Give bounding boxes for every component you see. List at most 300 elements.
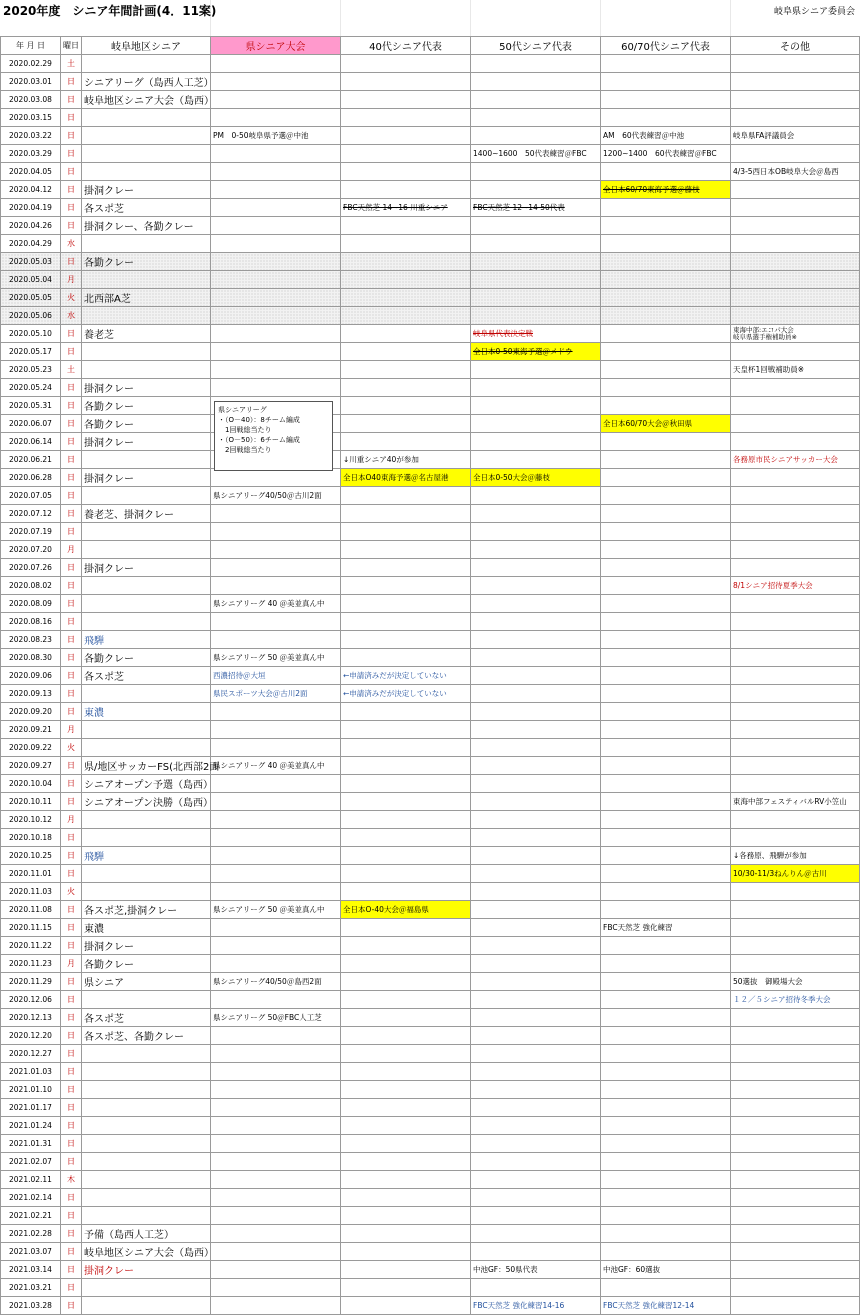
cell-other: 各務原市民シニアサッカー大会 (731, 451, 860, 469)
cell-d6070 (601, 1045, 731, 1063)
cell-d50 (471, 955, 601, 973)
cell-d6070 (601, 361, 731, 379)
table-row (1, 1261, 860, 1279)
cell-gifu: 掛洞クレー、各勤クレー (82, 217, 211, 235)
cell-dow: 日 (61, 559, 82, 577)
cell-date: 2020.04.05 (1, 163, 61, 181)
cell-date: 2021.02.07 (1, 1153, 61, 1171)
cell-other (731, 811, 860, 829)
cell-d50 (471, 667, 601, 685)
table-row (1, 793, 860, 811)
cell-d40 (341, 937, 471, 955)
cell-date: 2020.09.06 (1, 667, 61, 685)
cell-d50 (471, 865, 601, 883)
cell-d50 (471, 1171, 601, 1189)
table-row (1, 109, 860, 127)
cell-date: 2020.09.13 (1, 685, 61, 703)
cell-other (731, 829, 860, 847)
cell-d6070: 1200~1400 60代表練習＠FBC (601, 145, 731, 163)
cell-dow: 日 (61, 73, 82, 91)
cell-d40 (341, 217, 471, 235)
cell-other (731, 523, 860, 541)
schedule-rows (1, 55, 860, 1315)
cell-other (731, 1045, 860, 1063)
cell-d6070 (601, 1117, 731, 1135)
cell-d6070 (601, 775, 731, 793)
cell-other (731, 343, 860, 361)
cell-gifu (82, 613, 211, 631)
cell-other: 岐阜県FA評議員会 (731, 127, 860, 145)
cell-d50 (471, 793, 601, 811)
cell-dow: 日 (61, 865, 82, 883)
cell-date: 2020.05.31 (1, 397, 61, 415)
cell-d50 (471, 1117, 601, 1135)
cell-gifu (82, 1117, 211, 1135)
cell-d40 (341, 721, 471, 739)
cell-d6070: FBC天然芝 強化練習 (601, 919, 731, 937)
cell-d6070 (601, 451, 731, 469)
table-row (1, 811, 860, 829)
cell-d50 (471, 703, 601, 721)
cell-gifu: 掛洞クレー (82, 559, 211, 577)
cell-ken (211, 1225, 341, 1243)
cell-d50 (471, 523, 601, 541)
cell-other (731, 901, 860, 919)
cell-d50: 中池GF：50県代表 (471, 1261, 601, 1279)
cell-d40 (341, 919, 471, 937)
cell-d6070 (601, 865, 731, 883)
table-row (1, 73, 860, 91)
cell-gifu (82, 1045, 211, 1063)
table-row (1, 919, 860, 937)
column-header-row (1, 37, 860, 55)
table-row (1, 1225, 860, 1243)
cell-d6070 (601, 559, 731, 577)
cell-date: 2021.01.17 (1, 1099, 61, 1117)
cell-date: 2021.03.21 (1, 1279, 61, 1297)
cell-d50 (471, 127, 601, 145)
cell-d6070 (601, 55, 731, 73)
cell-other (731, 379, 860, 397)
cell-d6070 (601, 487, 731, 505)
cell-ken (211, 775, 341, 793)
col-header-ken: 県シニア大会 (211, 37, 341, 55)
table-row (1, 1045, 860, 1063)
cell-ken (211, 919, 341, 937)
cell-d50 (471, 487, 601, 505)
table-row (1, 1135, 860, 1153)
cell-gifu: 東濃 (82, 703, 211, 721)
cell-date: 2020.08.09 (1, 595, 61, 613)
cell-date: 2020.05.17 (1, 343, 61, 361)
cell-d40 (341, 361, 471, 379)
cell-d40 (341, 595, 471, 613)
cell-ken: 県シニアリーグ 40 ＠美並真ん中 (211, 595, 341, 613)
cell-d50 (471, 1243, 601, 1261)
cell-d40 (341, 811, 471, 829)
col-header-date: 年 月 日 (1, 37, 61, 55)
cell-d6070 (601, 703, 731, 721)
cell-dow: 日 (61, 991, 82, 1009)
cell-ken: 県シニアリーグ 40 ＠美並真ん中 (211, 757, 341, 775)
league-note-box: 県シニアリーグ ・（O－40）：8チーム編成 1回戦総当たり ・（O－50）：6チーム編成 2回戦総当たり (214, 401, 333, 471)
table-row (1, 523, 860, 541)
cell-d6070 (601, 1153, 731, 1171)
cell-ken (211, 1099, 341, 1117)
cell-dow: 日 (61, 847, 82, 865)
cell-d50 (471, 541, 601, 559)
cell-date: 2020.04.29 (1, 235, 61, 253)
cell-ken: 西濃招待＠大垣 (211, 667, 341, 685)
cell-dow: 日 (61, 127, 82, 145)
table-row (1, 595, 860, 613)
cell-d6070 (601, 811, 731, 829)
cell-other (731, 595, 860, 613)
cell-other (731, 1189, 860, 1207)
cell-date: 2020.05.24 (1, 379, 61, 397)
cell-ken (211, 811, 341, 829)
cell-d50 (471, 1189, 601, 1207)
cell-date: 2020.07.26 (1, 559, 61, 577)
table-row (1, 991, 860, 1009)
cell-d50 (471, 1027, 601, 1045)
cell-dow: 日 (61, 397, 82, 415)
cell-d6070 (601, 1279, 731, 1297)
cell-d40 (341, 757, 471, 775)
cell-gifu: 各スポ芝 (82, 199, 211, 217)
cell-dow: 日 (61, 793, 82, 811)
cell-d6070 (601, 721, 731, 739)
cell-other (731, 1207, 860, 1225)
cell-other (731, 775, 860, 793)
cell-ken (211, 505, 341, 523)
cell-dow: 日 (61, 145, 82, 163)
cell-date: 2020.03.01 (1, 73, 61, 91)
cell-d40 (341, 1225, 471, 1243)
cell-other (731, 73, 860, 91)
cell-d50 (471, 1081, 601, 1099)
cell-ken (211, 1063, 341, 1081)
cell-d40: ↓川重シニア40が参加 (341, 451, 471, 469)
cell-d50 (471, 973, 601, 991)
cell-dow: 日 (61, 1243, 82, 1261)
cell-d6070 (601, 505, 731, 523)
cell-dow: 日 (61, 487, 82, 505)
cell-date: 2020.11.08 (1, 901, 61, 919)
cell-dow: 日 (61, 613, 82, 631)
cell-d40 (341, 775, 471, 793)
col-header-other: その他 (731, 37, 860, 55)
cell-d50 (471, 919, 601, 937)
cell-d40 (341, 379, 471, 397)
cell-other (731, 1135, 860, 1153)
cell-date: 2020.09.22 (1, 739, 61, 757)
cell-d50 (471, 91, 601, 109)
cell-d40 (341, 829, 471, 847)
cell-ken (211, 1027, 341, 1045)
cell-ken (211, 145, 341, 163)
grid-line (340, 0, 341, 36)
cell-date: 2020.09.27 (1, 757, 61, 775)
cell-d6070 (601, 1081, 731, 1099)
cell-ken (211, 1153, 341, 1171)
table-row (1, 1117, 860, 1135)
cell-other (731, 55, 860, 73)
table-row (1, 703, 860, 721)
table-row (1, 649, 860, 667)
cell-d6070 (601, 595, 731, 613)
cell-d6070: 中池GF：60選抜 (601, 1261, 731, 1279)
table-row (1, 1009, 860, 1027)
cell-d6070 (601, 523, 731, 541)
cell-ken (211, 199, 341, 217)
cell-d6070 (601, 829, 731, 847)
cell-other (731, 739, 860, 757)
cell-ken (211, 1045, 341, 1063)
table-row (1, 343, 860, 361)
cell-d6070 (601, 613, 731, 631)
cell-ken (211, 829, 341, 847)
cell-gifu (82, 577, 211, 595)
page-title: 2020年度 シニア年間計画(4．11案) (3, 4, 217, 18)
cell-dow: 日 (61, 505, 82, 523)
cell-ken (211, 379, 341, 397)
cell-ken (211, 325, 341, 343)
cell-date: 2020.11.15 (1, 919, 61, 937)
cell-other (731, 253, 860, 271)
cell-d40 (341, 1135, 471, 1153)
cell-d40 (341, 577, 471, 595)
cell-ken (211, 1243, 341, 1261)
cell-date: 2020.12.20 (1, 1027, 61, 1045)
cell-d6070 (601, 1225, 731, 1243)
cell-date: 2020.11.23 (1, 955, 61, 973)
cell-d40 (341, 487, 471, 505)
cell-d40 (341, 235, 471, 253)
cell-d6070 (601, 973, 731, 991)
table-row (1, 361, 860, 379)
cell-other (731, 217, 860, 235)
cell-d40 (341, 163, 471, 181)
cell-d50 (471, 577, 601, 595)
cell-date: 2020.12.06 (1, 991, 61, 1009)
cell-dow: 日 (61, 1117, 82, 1135)
cell-date: 2021.03.14 (1, 1261, 61, 1279)
cell-d40 (341, 523, 471, 541)
cell-ken (211, 55, 341, 73)
cell-ken (211, 253, 341, 271)
cell-gifu: 飛騨 (82, 847, 211, 865)
cell-d40 (341, 991, 471, 1009)
cell-dow: 日 (61, 1135, 82, 1153)
cell-d50 (471, 181, 601, 199)
cell-gifu: 各スポ芝 (82, 667, 211, 685)
cell-d50 (471, 775, 601, 793)
cell-date: 2020.04.26 (1, 217, 61, 235)
cell-dow: 火 (61, 883, 82, 901)
cell-ken (211, 1279, 341, 1297)
cell-d40 (341, 109, 471, 127)
cell-d50 (471, 163, 601, 181)
cell-ken: 県シニアリーグ40/50＠島西2面 (211, 973, 341, 991)
cell-gifu: シニアオープン予選（島西） (82, 775, 211, 793)
cell-dow: 日 (61, 379, 82, 397)
cell-d40 (341, 793, 471, 811)
cell-other (731, 1027, 860, 1045)
cell-d50 (471, 235, 601, 253)
col-header-dow: 曜日 (61, 37, 82, 55)
cell-d40 (341, 1027, 471, 1045)
cell-gifu (82, 307, 211, 325)
cell-d40 (341, 559, 471, 577)
cell-gifu (82, 55, 211, 73)
cell-d50 (471, 1207, 601, 1225)
cell-other (731, 1261, 860, 1279)
cell-date: 2020.05.06 (1, 307, 61, 325)
cell-d40 (341, 1117, 471, 1135)
cell-d40 (341, 181, 471, 199)
cell-d50 (471, 595, 601, 613)
cell-d50 (471, 901, 601, 919)
cell-d6070 (601, 433, 731, 451)
cell-dow: 土 (61, 55, 82, 73)
cell-ken (211, 271, 341, 289)
cell-dow: 日 (61, 1207, 82, 1225)
schedule-table (0, 36, 860, 1315)
cell-other (731, 1279, 860, 1297)
cell-d40: ←申請済みだが決定していない (341, 667, 471, 685)
cell-gifu: 各勤クレー (82, 253, 211, 271)
cell-gifu (82, 451, 211, 469)
cell-gifu: 掛洞クレー (82, 469, 211, 487)
cell-gifu (82, 685, 211, 703)
cell-d6070 (601, 235, 731, 253)
cell-dow: 日 (61, 595, 82, 613)
cell-d40 (341, 847, 471, 865)
cell-ken (211, 1135, 341, 1153)
cell-d40 (341, 397, 471, 415)
cell-d6070 (601, 667, 731, 685)
cell-d6070 (601, 1189, 731, 1207)
cell-gifu (82, 523, 211, 541)
cell-date: 2020.12.13 (1, 1009, 61, 1027)
cell-d6070: 全日本60/70東海予選＠藤枝 (601, 181, 731, 199)
cell-dow: 日 (61, 631, 82, 649)
cell-d40 (341, 1279, 471, 1297)
cell-d40 (341, 1171, 471, 1189)
table-row (1, 1189, 860, 1207)
cell-d50 (471, 397, 601, 415)
cell-other (731, 703, 860, 721)
cell-other (731, 667, 860, 685)
cell-other (731, 91, 860, 109)
cell-d6070 (601, 883, 731, 901)
cell-dow: 日 (61, 1279, 82, 1297)
cell-dow: 月 (61, 541, 82, 559)
cell-d50 (471, 937, 601, 955)
table-row (1, 91, 860, 109)
cell-date: 2020.06.14 (1, 433, 61, 451)
cell-date: 2020.11.01 (1, 865, 61, 883)
cell-gifu: 県シニア (82, 973, 211, 991)
cell-ken (211, 361, 341, 379)
grid-line (730, 0, 731, 36)
cell-date: 2020.07.12 (1, 505, 61, 523)
cell-ken (211, 559, 341, 577)
cell-date: 2020.04.12 (1, 181, 61, 199)
cell-gifu (82, 1207, 211, 1225)
table-row (1, 883, 860, 901)
cell-d40 (341, 91, 471, 109)
cell-other (731, 649, 860, 667)
cell-other (731, 271, 860, 289)
cell-other (731, 541, 860, 559)
cell-dow: 日 (61, 433, 82, 451)
cell-other (731, 109, 860, 127)
cell-date: 2020.10.18 (1, 829, 61, 847)
cell-ken (211, 865, 341, 883)
cell-dow: 日 (61, 757, 82, 775)
cell-d50 (471, 829, 601, 847)
cell-date: 2020.10.11 (1, 793, 61, 811)
cell-other (731, 235, 860, 253)
cell-gifu: 掛洞クレー (82, 181, 211, 199)
cell-d50 (471, 1063, 601, 1081)
cell-date: 2021.01.24 (1, 1117, 61, 1135)
cell-date: 2020.08.30 (1, 649, 61, 667)
cell-ken (211, 847, 341, 865)
cell-d6070 (601, 1099, 731, 1117)
cell-other (731, 1171, 860, 1189)
cell-date: 2020.08.16 (1, 613, 61, 631)
cell-dow: 木 (61, 1171, 82, 1189)
cell-date: 2020.06.07 (1, 415, 61, 433)
cell-date: 2020.07.19 (1, 523, 61, 541)
cell-dow: 日 (61, 1045, 82, 1063)
col-header-50: 50代シニア代表 (471, 37, 601, 55)
cell-gifu (82, 109, 211, 127)
cell-gifu: 予備（島西人工芝） (82, 1225, 211, 1243)
cell-gifu: 掛洞クレー (82, 937, 211, 955)
cell-d50 (471, 217, 601, 235)
table-row (1, 829, 860, 847)
cell-other (731, 685, 860, 703)
cell-ken (211, 235, 341, 253)
cell-dow: 日 (61, 217, 82, 235)
cell-d50 (471, 1225, 601, 1243)
cell-other (731, 1225, 860, 1243)
cell-ken (211, 883, 341, 901)
cell-d6070 (601, 901, 731, 919)
cell-d50 (471, 433, 601, 451)
cell-d40 (341, 271, 471, 289)
cell-ken (211, 1261, 341, 1279)
table-row (1, 739, 860, 757)
table-row (1, 1207, 860, 1225)
cell-d6070 (601, 955, 731, 973)
cell-ken (211, 541, 341, 559)
table-row (1, 685, 860, 703)
cell-dow: 日 (61, 451, 82, 469)
cell-other (731, 757, 860, 775)
cell-date: 2021.01.31 (1, 1135, 61, 1153)
table-row (1, 1171, 860, 1189)
cell-date: 2020.09.21 (1, 721, 61, 739)
cell-other (731, 433, 860, 451)
table-row (1, 1081, 860, 1099)
cell-d50 (471, 55, 601, 73)
cell-d6070 (601, 757, 731, 775)
